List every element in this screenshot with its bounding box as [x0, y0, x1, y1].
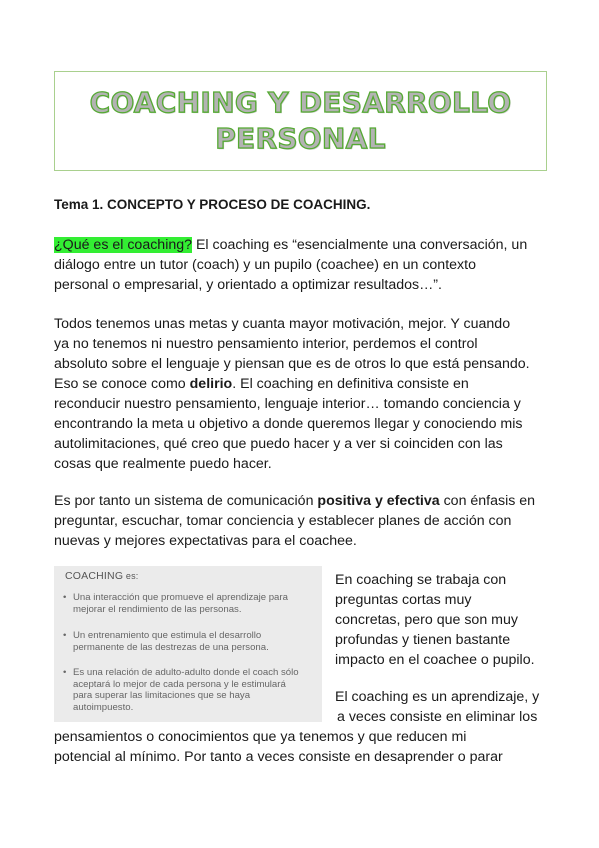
- side2-line1: El coaching es un aprendizaje, y: [335, 689, 540, 705]
- last-line2: potencial al mínimo. Por tanto a veces consiste en desaprender o parar: [54, 749, 503, 765]
- p2-line7: autolimitaciones, qué creo que puedo hacer y a ver si coinciden con las: [54, 436, 503, 452]
- bullet-icon: •: [63, 667, 67, 678]
- p1-line2: diálogo entre un tutor (coach) y un pupilo (coachee) en un contexto: [54, 257, 476, 273]
- last-line1: pensamientos o conocimientos que ya tenemos y que reducen mi: [54, 729, 467, 745]
- p2-line4-pre: Eso se conoce como: [54, 376, 190, 392]
- box-title-word: COACHING: [65, 570, 124, 582]
- paragraph-definition: [54, 235, 554, 295]
- p2-line8: cosas que realmente puedo hacer.: [54, 456, 272, 472]
- p2-line3: absoluto sobre el lenguaje y piensan que es de otros lo que está pensando.: [54, 356, 530, 372]
- side1-line5: impacto en el coachee o pupilo.: [335, 652, 535, 668]
- side-paragraph-questions: [335, 570, 555, 670]
- highlighted-question: ¿Qué es el coaching?: [54, 237, 193, 253]
- p2-line5: reconducir nuestro pensamiento, lenguaje interior… tomando conciencia y: [54, 396, 521, 412]
- bullet-icon: •: [63, 592, 67, 603]
- box-item-2-line2: permanente de las destrezas de una persona.: [73, 641, 269, 653]
- p3-line1-post: con énfasis en: [439, 493, 536, 509]
- p2-line6: encontrando la meta u objetivo a donde queremos llegar y conociendo mis: [54, 416, 523, 432]
- p3-line3: nuevas y mejores expectativas para el coachee.: [54, 533, 357, 549]
- bold-delirio: delirio: [189, 376, 233, 392]
- bullet-icon: •: [63, 630, 67, 641]
- coaching-definition-box: [54, 566, 322, 722]
- section-heading: Tema 1. CONCEPTO Y PROCESO DE COACHING.: [54, 197, 371, 212]
- box-item-3-line2: aceptará lo mejor de cada persona y le estimulará: [73, 678, 286, 690]
- box-item-1-line2: mejorar el rendimiento de las personas.: [73, 603, 242, 615]
- box-item-2-line1: Un entrenamiento que estimula el desarrollo: [73, 630, 262, 641]
- box-item-3-line3: para superar las limitaciones que se haya: [73, 690, 251, 701]
- p1-line1: El coaching es “esencialmente una conversación, un: [192, 237, 528, 253]
- title-box: [54, 71, 547, 171]
- p2-line4-post: . El coaching en definitiva consiste en: [232, 376, 469, 392]
- p3-line2: preguntar, escuchar, tomar conciencia y establecer planes de acción con: [54, 513, 512, 529]
- box-item-3-line4: autoimpuesto.: [73, 701, 134, 713]
- paragraph-goals: [54, 314, 554, 474]
- side2-line2: a veces consiste en eliminar los: [337, 709, 538, 725]
- paragraph-unlearn: [54, 727, 554, 767]
- side1-line3: concretas, pero que son muy: [335, 612, 518, 628]
- side-paragraph-learning: [335, 687, 555, 727]
- box-item-3-line1: Es una relación de adulto-adulto donde el coach sólo: [73, 667, 299, 678]
- p1-line3: personal o empresarial, y orientado a optimizar resultados…”.: [54, 277, 442, 293]
- title-line-1: COACHING Y DESARROLLO: [89, 86, 512, 119]
- bold-positive-effective: positiva y efectiva: [317, 493, 440, 509]
- box-item-3: [63, 667, 313, 713]
- box-item-2: [63, 630, 313, 653]
- p2-line2: ya no tenemos ni nuestro pensamiento interior, perdemos el control: [54, 336, 478, 352]
- title-line-2: PERSONAL: [215, 122, 386, 155]
- p3-line1-pre: Es por tanto un sistema de comunicación: [54, 493, 318, 509]
- box-item-1-line1: Una interacción que promueve el aprendizaje para: [73, 592, 288, 603]
- side1-line4: profundas y tienen bastante: [335, 632, 511, 648]
- side1-line1: En coaching se trabaja con: [335, 572, 507, 588]
- paragraph-system: [54, 491, 554, 551]
- box-title-suffix: es:: [123, 571, 139, 581]
- p2-line1: Todos tenemos unas metas y cuanta mayor motivación, mejor. Y cuando: [54, 316, 511, 332]
- box-item-1: [63, 592, 313, 615]
- box-title: [65, 570, 139, 582]
- side1-line2: preguntas cortas muy: [335, 592, 472, 608]
